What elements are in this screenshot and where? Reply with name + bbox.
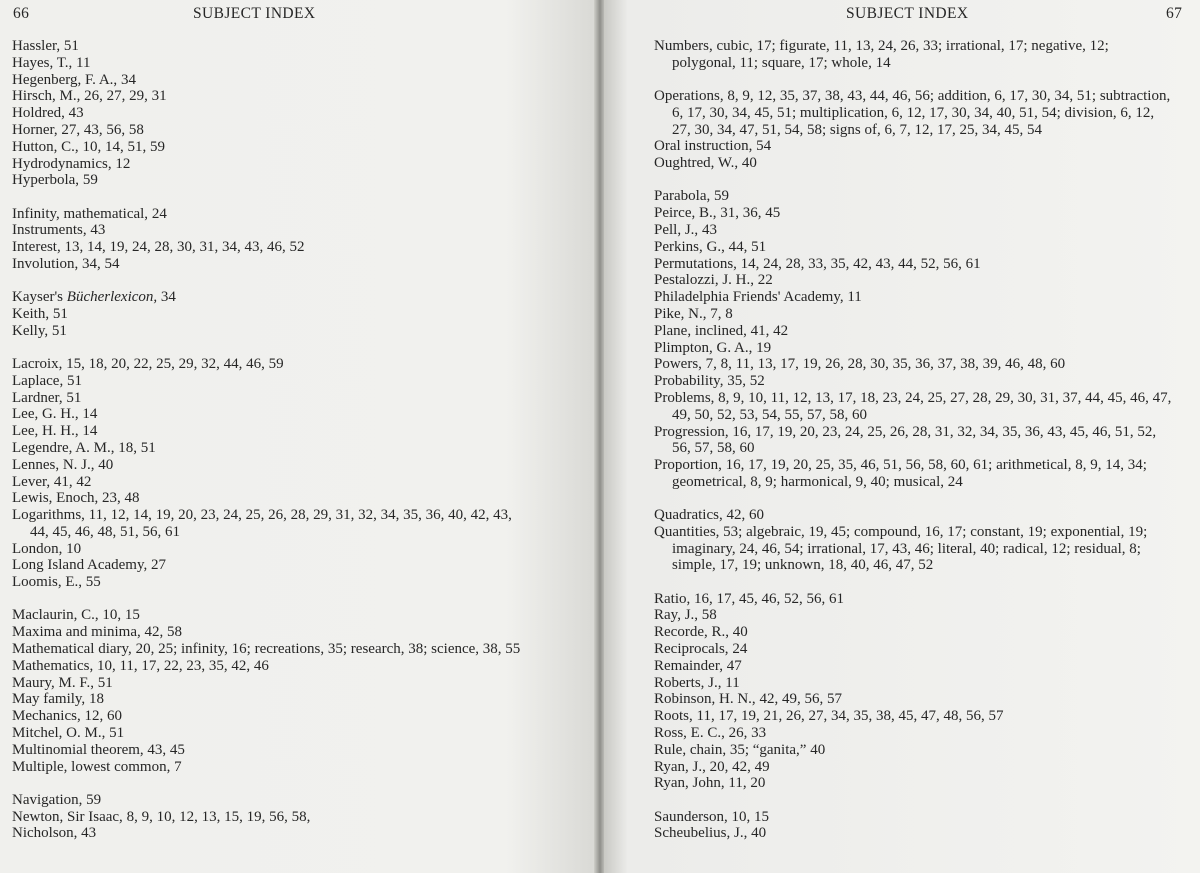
- index-page-refs: 24: [151, 205, 167, 222]
- index-page-refs: 44, 51: [728, 238, 767, 255]
- index-entry: [654, 507, 1174, 524]
- index-entry: [654, 658, 1174, 675]
- running-head: SUBJECT INDEX: [193, 5, 316, 22]
- index-page-refs: 11: [847, 289, 862, 306]
- index-term: Roberts, J.,: [654, 674, 722, 691]
- index-page-refs: 27: [151, 557, 166, 574]
- index-entry: [654, 725, 1174, 742]
- index-term: Reciprocals,: [654, 641, 729, 658]
- index-entry: [654, 222, 1174, 239]
- index-page-refs: 51: [63, 38, 79, 54]
- index-term: Lardner,: [12, 389, 63, 406]
- index-page-refs: 41, 42: [750, 322, 789, 339]
- index-page-refs: 20, 25; infinity, 16; recreations, 35; research, 38; science, 38, 55: [135, 641, 521, 658]
- index-letter-group: [654, 88, 1174, 172]
- index-entry: [12, 306, 532, 323]
- index-entry: [12, 289, 532, 306]
- index-term: Ryan, J.,: [654, 758, 706, 775]
- index-entry: [654, 272, 1174, 289]
- index-term: Parabola,: [654, 188, 711, 205]
- index-letter-group: [12, 38, 532, 189]
- index-term: Lever,: [12, 473, 51, 490]
- index-entry: [12, 825, 532, 842]
- index-page-refs: 12, 60: [84, 708, 122, 725]
- index-entry: [654, 155, 1174, 172]
- right-page: [604, 0, 1200, 873]
- index-page-refs: 51: [97, 674, 113, 691]
- index-page-refs: 42, 49, 56, 57: [759, 691, 842, 708]
- index-letter-group: [654, 591, 1174, 793]
- index-entry: [654, 289, 1174, 306]
- index-page-refs: 51: [109, 725, 125, 742]
- index-entry: [12, 457, 532, 474]
- index-entry: [654, 373, 1174, 390]
- index-entry: [12, 557, 532, 574]
- index-page-refs: 12: [115, 155, 131, 172]
- index-term: Loomis, E.,: [12, 574, 82, 591]
- index-term: May family,: [12, 691, 86, 708]
- index-term: Saunderson,: [654, 808, 728, 825]
- index-entry: [12, 172, 532, 189]
- index-page-refs: 11, 20: [728, 775, 766, 792]
- index-letter-group: [12, 607, 532, 775]
- index-term: Navigation,: [12, 791, 83, 808]
- index-page-refs: 51: [51, 322, 67, 339]
- index-entry: [654, 239, 1174, 256]
- running-head: SUBJECT INDEX: [846, 5, 969, 22]
- index-term: Mathematical diary,: [12, 641, 132, 658]
- index-entry: [12, 55, 532, 72]
- index-page-refs: 18, 51: [118, 439, 156, 456]
- index-entry: [12, 624, 532, 641]
- index-entry: [12, 607, 532, 624]
- index-page-refs: 18: [88, 691, 104, 708]
- index-entry: [12, 641, 532, 658]
- index-term: Pike, N.,: [654, 305, 707, 322]
- index-term: Hassler,: [12, 38, 61, 54]
- index-page-refs: 35, 52: [727, 373, 765, 390]
- index-entry: [12, 122, 532, 139]
- index-entry: [12, 222, 532, 239]
- index-entry: [654, 624, 1174, 641]
- index-page-refs: 26, 27, 29, 31: [84, 88, 167, 105]
- index-entry: [12, 239, 532, 256]
- index-page-refs: 43, 45: [147, 741, 185, 758]
- index-term: Interest,: [12, 239, 61, 256]
- page-number: 67: [1166, 5, 1183, 22]
- index-page-refs: 16, 17, 45, 46, 52, 56, 61: [694, 590, 844, 607]
- index-page-refs: 8, 9, 10, 11, 12, 13, 17, 18, 23, 24, 25, 27, 28, 29, 30, 31, 37, 44, 45, 46, 47, 49, 50, 52, 53, 54, 55, 57, 58, 60: [672, 389, 1172, 423]
- index-term: Lacroix,: [12, 355, 63, 372]
- index-term: Mechanics,: [12, 708, 81, 725]
- index-page-refs: 42, 60: [726, 507, 764, 524]
- index-page-refs: 11, 17, 19, 21, 26, 27, 34, 35, 38, 45, 47, 48, 56, 57: [696, 708, 1004, 725]
- index-entry: [12, 72, 532, 89]
- index-term: Plane, inclined,: [654, 322, 747, 339]
- index-term: Involution,: [12, 255, 79, 272]
- index-entry: [654, 691, 1174, 708]
- index-page-refs: 10, 14, 51, 59: [82, 138, 165, 155]
- index-entry: [12, 675, 532, 692]
- index-term: Long Island Academy,: [12, 557, 148, 574]
- index-entry: [12, 742, 532, 759]
- index-page-refs: 51: [66, 389, 82, 406]
- index-page-refs: 41, 42: [53, 473, 92, 490]
- index-term: Multiple, lowest common,: [12, 758, 171, 775]
- index-entry: [12, 105, 532, 122]
- index-entry: [12, 323, 532, 340]
- index-page-refs: 20, 42, 49: [709, 758, 770, 775]
- index-entry: [12, 708, 532, 725]
- index-entry: [654, 340, 1174, 357]
- index-page-refs: 42, 58: [144, 624, 182, 641]
- index-page-refs: 13, 14, 19, 24, 28, 30, 31, 34, 43, 46, 52: [64, 239, 305, 256]
- index-entry: [12, 759, 532, 776]
- index-entry: [12, 206, 532, 223]
- page-number: 66: [13, 5, 30, 22]
- index-entry: [654, 759, 1174, 776]
- index-term: Scheubelius, J.,: [654, 825, 748, 842]
- index-page-refs: 47: [726, 657, 742, 674]
- index-entry: [12, 792, 532, 809]
- index-term: Permutations,: [654, 255, 737, 272]
- index-letter-group: [12, 792, 532, 842]
- index-term: Robinson, H. N.,: [654, 691, 756, 708]
- index-page-refs: 11, 12, 14, 19, 20, 23, 24, 25, 26, 28, 29, 31, 32, 34, 35, 36, 40, 42, 43, 44, 45, 46, 48, 51, 56, 61: [30, 507, 512, 540]
- index-entry: [12, 139, 532, 156]
- index-letter-group: [654, 188, 1174, 490]
- index-page-refs: 43: [81, 825, 97, 842]
- left-page: [0, 0, 596, 873]
- index-page-refs: 58: [701, 607, 717, 624]
- index-page-refs: 31, 36, 45: [720, 205, 781, 222]
- index-term: Pestalozzi, J. H.,: [654, 272, 754, 289]
- index-term: Hyperbola,: [12, 172, 80, 189]
- index-page-refs: 43: [68, 105, 84, 122]
- index-term: Numbers,: [654, 38, 713, 54]
- index-term: Probability,: [654, 373, 724, 390]
- index-entry: [654, 675, 1174, 692]
- index-page-refs: 51: [52, 305, 68, 322]
- index-term: Hegenberg, F. A.,: [12, 71, 118, 88]
- index-page-refs: 54: [756, 138, 772, 155]
- index-entry: [12, 406, 532, 423]
- index-term: Plimpton, G. A.,: [654, 339, 753, 356]
- index-term: Ray, J.,: [654, 607, 699, 624]
- index-term: Hayes, T.,: [12, 54, 73, 71]
- index-term: Ryan, John,: [654, 775, 725, 792]
- index-page-refs: 11: [725, 674, 740, 691]
- index-column: [654, 38, 1174, 859]
- index-entry: [12, 156, 532, 173]
- index-entry: [654, 591, 1174, 608]
- index-page-refs: 43: [90, 222, 106, 239]
- index-entry: [654, 641, 1174, 658]
- index-entry: [12, 356, 532, 373]
- index-page-refs: 40: [751, 825, 767, 842]
- index-page-refs: 19: [756, 339, 772, 356]
- index-entry: [12, 574, 532, 591]
- index-entry: [654, 457, 1174, 491]
- index-term: Horner,: [12, 121, 58, 138]
- index-term: Quadratics,: [654, 507, 723, 524]
- index-term: Lee, G. H.,: [12, 406, 79, 423]
- index-letter-group: [12, 356, 532, 591]
- index-entry: [654, 742, 1174, 759]
- index-term: Progression,: [654, 423, 729, 440]
- index-page-refs: 10: [66, 540, 82, 557]
- index-page-refs: 59: [82, 172, 98, 189]
- index-term: London,: [12, 540, 63, 557]
- index-entry: [12, 490, 532, 507]
- index-entry: [654, 205, 1174, 222]
- index-term: Mitchel, O. M.,: [12, 725, 106, 742]
- index-page-refs: 16, 17, 19, 20, 25, 35, 46, 51, 56, 58, 60, 61; arithmetical, 8, 9, 14, 34; geometrical, 8, 9; harmonical, 9, 40; musical, 24: [672, 457, 1147, 490]
- index-term: Newton, Sir Isaac,: [12, 808, 123, 825]
- index-page-refs: 40: [732, 624, 748, 641]
- index-term: Problems,: [654, 389, 715, 406]
- index-page-refs: 14, 24, 28, 33, 35, 42, 43, 44, 52, 56, 61: [740, 255, 981, 272]
- index-term: Instruments,: [12, 222, 87, 239]
- index-entry: [654, 356, 1174, 373]
- index-entry: [654, 390, 1174, 424]
- index-entry: [654, 306, 1174, 323]
- index-entry: [12, 423, 532, 440]
- index-term: Quantities,: [654, 523, 720, 540]
- index-letter-group: [12, 206, 532, 273]
- index-page-refs: 7, 8, 11, 13, 17, 19, 26, 28, 30, 35, 36, 37, 38, 39, 46, 48, 60: [705, 356, 1066, 373]
- index-entry: [12, 38, 532, 55]
- index-term: Remainder,: [654, 657, 723, 674]
- index-entry: [654, 188, 1174, 205]
- index-term: Legendre, A. M.,: [12, 439, 115, 456]
- index-term: Lennes, N. J.,: [12, 456, 95, 473]
- index-term: Maxima and minima,: [12, 624, 141, 641]
- index-term: Oral instruction,: [654, 138, 753, 155]
- index-term: Perkins, G.,: [654, 238, 725, 255]
- index-term: Ratio,: [654, 590, 691, 607]
- index-page-refs: 10, 15: [731, 808, 769, 825]
- index-page-refs: 26, 33: [728, 725, 767, 742]
- index-term: Roots,: [654, 708, 693, 725]
- index-term: Holdred,: [12, 105, 65, 122]
- index-term: Mathematics,: [12, 657, 94, 674]
- index-entry: [12, 88, 532, 105]
- index-term: Philadelphia Friends' Academy,: [654, 289, 844, 306]
- index-entry: [12, 507, 532, 541]
- index-term: Ross, E. C.,: [654, 725, 725, 742]
- index-page-refs: cubic, 17; figurate, 11, 13, 24, 26, 33; irrational, 17; negative, 12; polygonal, 11; square, 17; whole, 14: [672, 38, 1109, 71]
- index-term: Hutton, C.,: [12, 138, 79, 155]
- index-letter-group: [12, 289, 532, 339]
- index-page-refs: 34, 54: [82, 255, 120, 272]
- index-page-refs: chain, 35; “ganita,” 40: [689, 741, 826, 758]
- index-page-refs: 16, 17, 19, 20, 23, 24, 25, 26, 28, 31, 32, 34, 35, 36, 43, 45, 46, 51, 52, 56, 57, 58, 60: [672, 423, 1157, 457]
- index-page-refs: 24: [732, 641, 748, 658]
- index-entry: [654, 88, 1174, 138]
- index-page-refs: 15, 18, 20, 22, 25, 29, 32, 44, 46, 59: [66, 355, 284, 372]
- index-entry: [12, 691, 532, 708]
- index-page-refs: 55: [85, 574, 101, 591]
- index-page-refs: 53; algebraic, 19, 45; compound, 16, 17; constant, 19; exponential, 19; imaginary, 24, 46, 54; irrational, 17, 43, 46; literal, 40; radical, 12; residual, 8; simple, 17, 19; unknown, 18, 40, 46, 47, 52: [672, 523, 1148, 574]
- index-entry: [654, 775, 1174, 792]
- index-entry: [654, 607, 1174, 624]
- index-page-refs: 14: [82, 423, 98, 440]
- index-page-refs: 59: [713, 188, 729, 205]
- index-term: Laplace,: [12, 372, 64, 389]
- index-term: Proportion,: [654, 457, 722, 474]
- index-page-refs: 8, 9, 12, 35, 37, 38, 43, 44, 46, 56; addition, 6, 17, 30, 34, 51; subtraction, 6, 17, 30, 34, 45, 51; multiplication, 6, 12, 17, 30, 34, 40, 51, 54; division, 6, 12, 27, 30, 34, 47, 51, 54, 58; signs of, 6, 7, 12, 17, 25, 34, 45, 54: [672, 87, 1171, 138]
- index-entry: [654, 323, 1174, 340]
- index-term: Nicholson,: [12, 825, 78, 842]
- index-term: Peirce, B.,: [654, 205, 717, 222]
- index-term: Lee, H. H.,: [12, 423, 79, 440]
- index-term: Hirsch, M.,: [12, 88, 81, 105]
- index-page-refs: 23, 48: [101, 490, 140, 507]
- index-page-refs: 43: [701, 221, 717, 238]
- index-term: Maclaurin, C.,: [12, 607, 99, 624]
- index-term: Pell, J.,: [654, 221, 699, 238]
- index-term: Maury, M. F.,: [12, 674, 94, 691]
- index-entry: [12, 809, 532, 826]
- index-entry: [12, 725, 532, 742]
- index-page-refs: 8, 9, 10, 12, 13, 15, 19, 56, 58,: [126, 808, 311, 825]
- index-letter-group: [654, 809, 1174, 843]
- index-page-refs: 40: [98, 456, 114, 473]
- index-term: Kayser's: [12, 289, 64, 306]
- index-page-refs: 22: [757, 272, 773, 289]
- index-page-refs: 10, 15: [102, 607, 140, 624]
- index-term: Hydrodynamics,: [12, 155, 112, 172]
- index-page-refs: 10, 11, 17, 22, 23, 35, 42, 46: [96, 657, 269, 674]
- index-page-refs: 27, 43, 56, 58: [61, 121, 144, 138]
- index-entry: [654, 424, 1174, 458]
- index-entry: [12, 373, 532, 390]
- index-term: Infinity, mathematical,: [12, 205, 149, 222]
- index-term: Logarithms,: [12, 507, 85, 524]
- index-page-refs: 34: [120, 71, 136, 88]
- index-term: Powers,: [654, 356, 702, 373]
- index-term: Oughtred, W.,: [654, 155, 739, 172]
- index-page-refs: 59: [86, 791, 102, 808]
- index-entry: [654, 809, 1174, 826]
- index-entry: [12, 440, 532, 457]
- index-entry: [654, 825, 1174, 842]
- index-entry: [12, 541, 532, 558]
- index-term-italic: Bücherlexicon,: [66, 289, 158, 306]
- index-page-refs: 34: [160, 289, 176, 306]
- index-entry: [12, 256, 532, 273]
- index-term: Rule,: [654, 741, 687, 758]
- index-entry: [654, 524, 1174, 574]
- index-entry: [12, 658, 532, 675]
- index-entry: [654, 138, 1174, 155]
- index-page-refs: 7, 8: [710, 305, 733, 322]
- index-entry: [12, 474, 532, 491]
- index-term: Recorde, R.,: [654, 624, 729, 641]
- index-term: Multinomial theorem,: [12, 741, 144, 758]
- index-entry: [654, 256, 1174, 273]
- index-page-refs: 14: [82, 406, 98, 423]
- index-page-refs: 11: [76, 54, 91, 71]
- index-column: [12, 38, 532, 859]
- index-entry: [12, 390, 532, 407]
- index-term: Operations,: [654, 87, 724, 104]
- index-letter-group: [654, 507, 1174, 574]
- index-entry: [654, 708, 1174, 725]
- index-term: Kelly,: [12, 322, 49, 339]
- index-page-refs: 51: [66, 372, 82, 389]
- index-term: Lewis, Enoch,: [12, 490, 99, 507]
- index-page-refs: 7: [174, 758, 182, 775]
- index-letter-group: [654, 38, 1174, 72]
- index-page-refs: 40: [741, 155, 757, 172]
- index-entry: [654, 38, 1174, 72]
- index-term: Keith,: [12, 305, 50, 322]
